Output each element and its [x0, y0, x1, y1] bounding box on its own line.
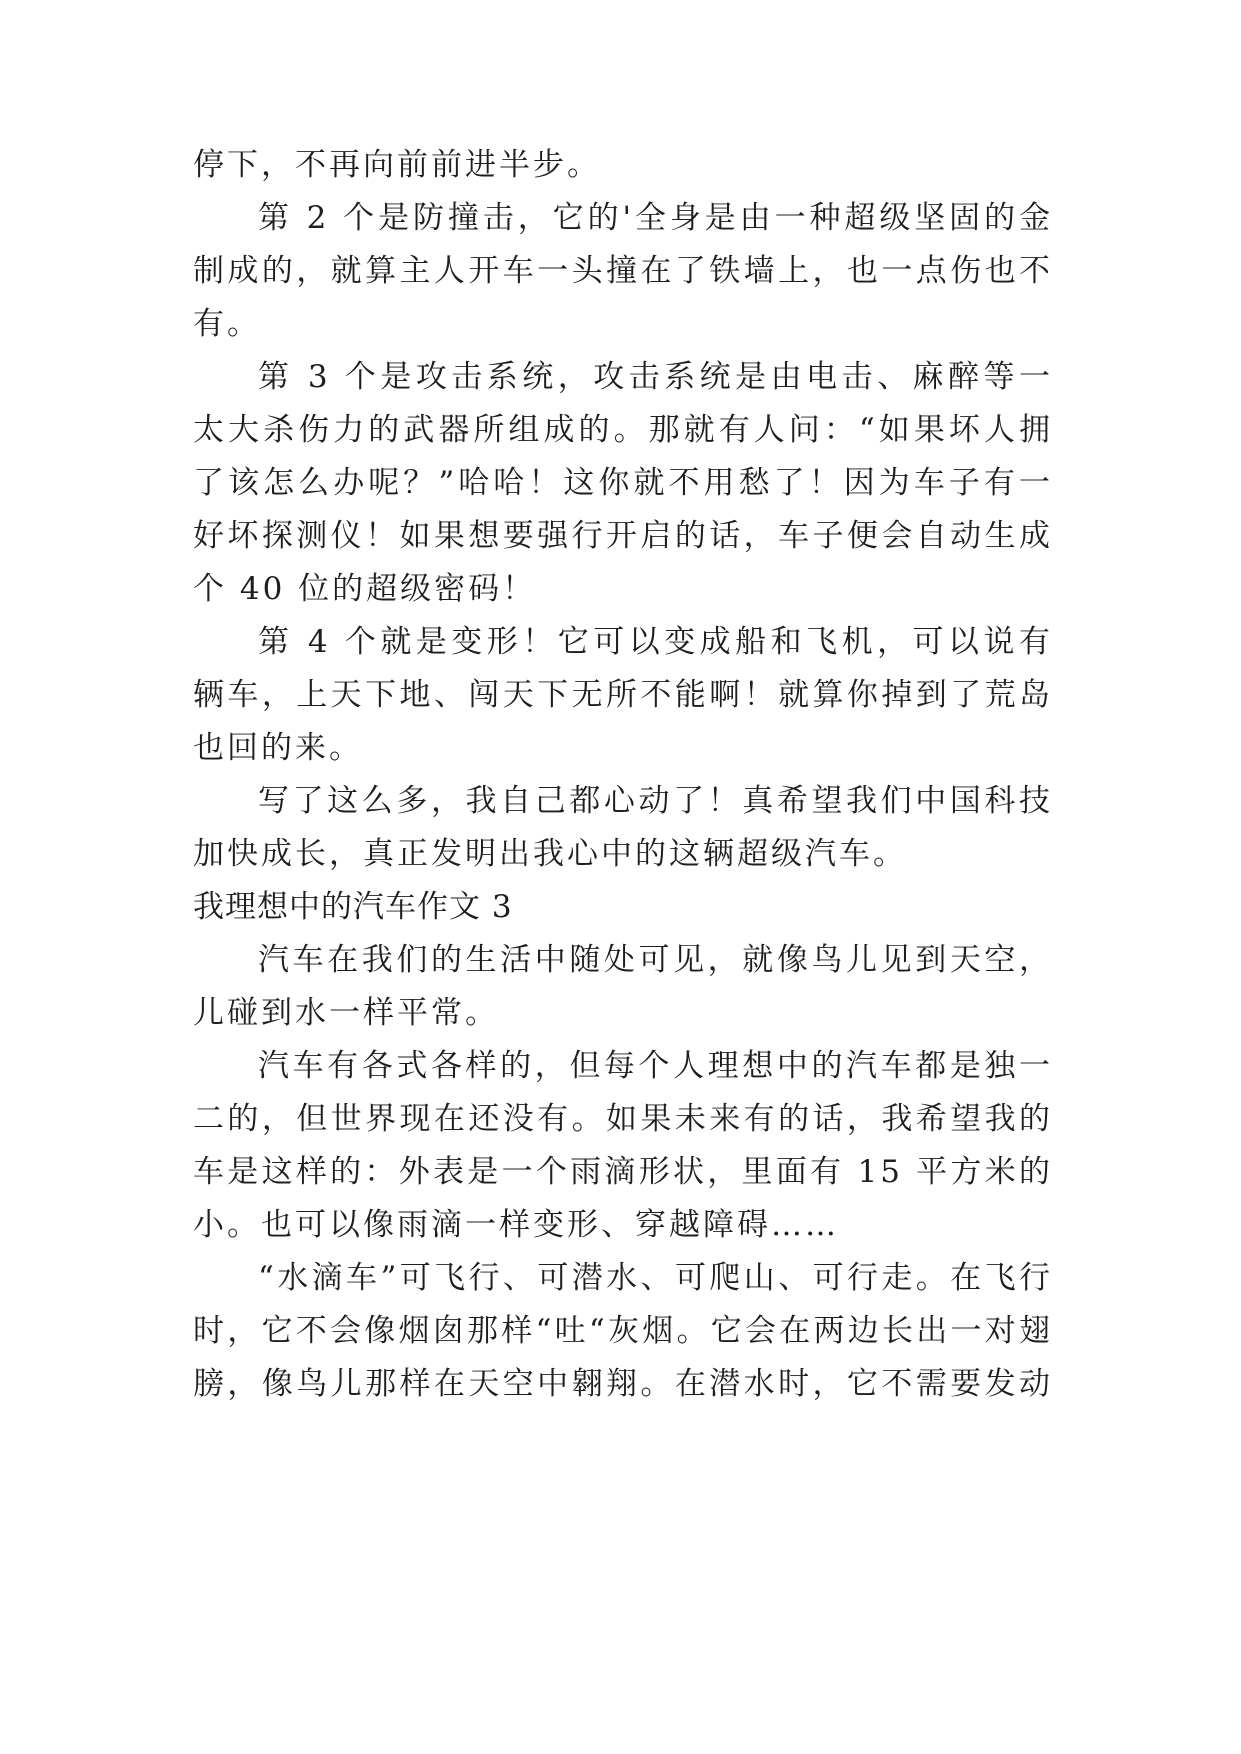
- text-line: 了该怎么办呢？”哈哈！这你就不用愁了！因为车子有一: [193, 465, 1053, 501]
- text-line: 汽车在我们的生活中随处可见，就像鸟儿见到天空，: [258, 942, 1053, 978]
- text-line: 汽车有各式各样的，但每个人理想中的汽车都是独一: [258, 1048, 1053, 1084]
- text-line: 有。: [193, 306, 261, 342]
- text-line: 时，它不会像烟囱那样“吐“灰烟。它会在两边长出一对翅: [193, 1313, 1053, 1349]
- text-line: 儿碰到水一样平常。: [193, 995, 499, 1031]
- text-line: 也回的来。: [193, 730, 363, 766]
- text-line: 第 4 个就是变形！它可以变成船和飞机，可以说有: [258, 624, 1053, 660]
- section-heading: 我理想中的汽车作文 3: [193, 889, 513, 925]
- text-line: 第 3 个是攻击系统，攻击系统是由电击、麻醉等一: [258, 359, 1053, 395]
- text-line: 二的，但世界现在还没有。如果未来有的话，我希望我的: [193, 1101, 1053, 1137]
- text-line: 个 40 位的超级密码！: [193, 571, 537, 607]
- text-line: 车是这样的：外表是一个雨滴形状，里面有 15 平方米的: [193, 1154, 1053, 1190]
- text-line: 好坏探测仪！如果想要强行开启的话，车子便会自动生成: [193, 518, 1053, 554]
- text-line: 辆车，上天下地、闯天下无所不能啊！就算你掉到了荒岛: [193, 677, 1053, 713]
- text-line: 膀，像鸟儿那样在天空中翱翔。在潜水时，它不需要发动: [193, 1366, 1053, 1402]
- text-line: 太大杀伤力的武器所组成的。那就有人问：“如果坏人拥: [193, 412, 1053, 448]
- text-line: 制成的，就算主人开车一头撞在了铁墙上，也一点伤也不: [193, 253, 1053, 289]
- text-line: 写了这么多，我自己都心动了！真希望我们中国科技: [258, 783, 1053, 819]
- text-line: 停下，不再向前前进半步。: [193, 147, 601, 183]
- text-line: 第 2 个是防撞击，它的'全身是由一种超级坚固的金: [258, 200, 1053, 236]
- text-line: “水滴车”可飞行、可潜水、可爬山、可行走。在飞行: [258, 1260, 1053, 1296]
- text-line: 加快成长，真正发明出我心中的这辆超级汽车。: [193, 836, 907, 872]
- text-line: 小。也可以像雨滴一样变形、穿越障碍……: [193, 1207, 839, 1243]
